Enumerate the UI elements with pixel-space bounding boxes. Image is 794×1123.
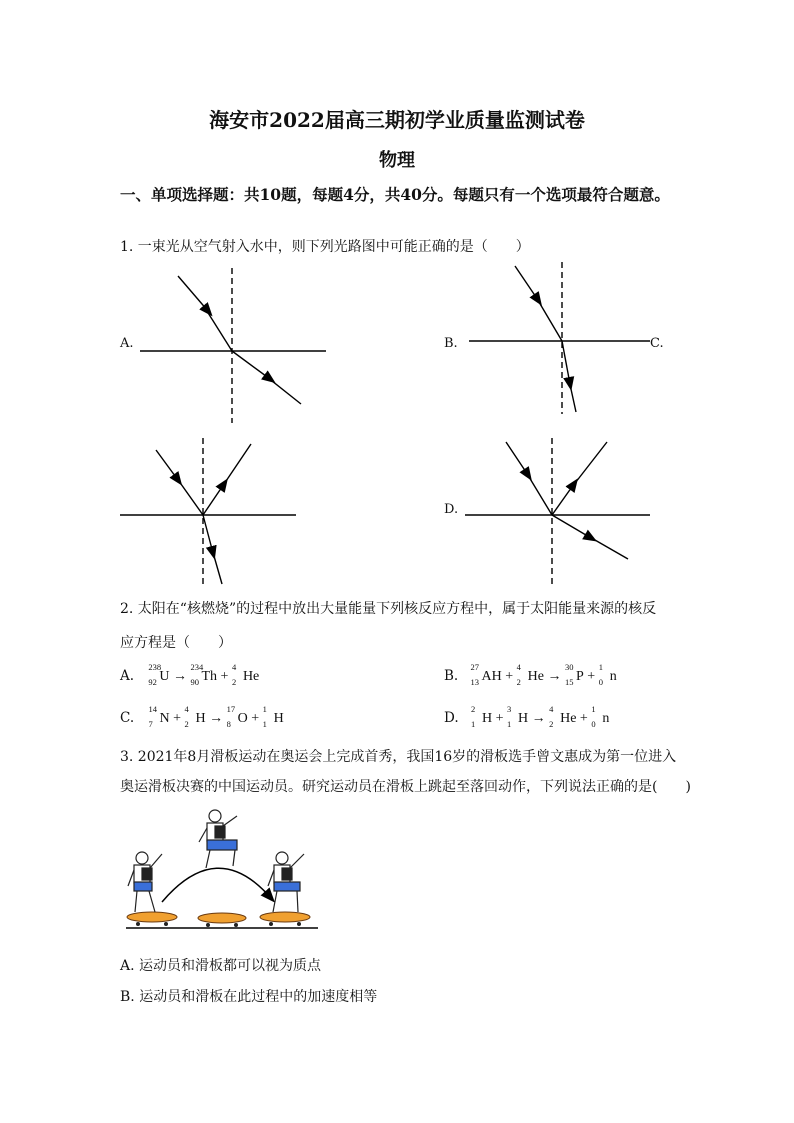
q1-label-a: A. [120,336,134,351]
question-2-stem-line1: 2. 太阳在“核燃烧”的过程中放出大量能量下列核反应方程中，属于太阳能量来源的核反 [120,601,657,617]
q2-option-d-label: D. [444,710,459,726]
q2-option-d: D. 2 1 H + 3 1 H → 4 2 He + 1 0 n [444,704,610,729]
q2-option-c-label: C. [120,710,135,726]
exam-title: 海安市2022届高三期初学业质量监测试卷 [209,108,585,132]
q1-diagram-c [118,438,298,588]
section-heading: 一、单项选择题：共10题，每题4分，共40分。每题只有一个选项最符合题意。 [120,185,670,204]
question-3-stem-line1: 3. 2021年8月滑板运动在奥运会上完成首秀，我国16岁的滑板选手曾文惠成为第一位进入 [120,749,677,765]
q1-diagram-a [140,268,330,428]
subject-title: 物理 [379,150,415,171]
question-1-stem: 1. 一束光从空气射入水中，则下列光路图中可能正确的是（ ） [120,239,530,255]
q2-option-a-label: A. [120,668,135,684]
q2-option-b: B. 27 13 AH + 4 2 He → 30 15 P + 1 0 n [444,662,617,687]
q2-option-b-label: B. [444,668,459,684]
skateboard-illustration [122,802,322,932]
question-3-stem-line2: 奥运滑板决赛的中国运动员。研究运动员在滑板上跳起至落回动作，下列说法正确的是( ) [120,779,691,795]
q1-label-d: D. [444,502,459,517]
question-2-stem-line2: 应方程是（ ） [120,635,232,651]
q1-label-c-inline: C. [650,336,664,351]
q3-option-a: A. 运动员和滑板都可以视为质点 [120,958,322,974]
q1-label-b: B. [444,336,458,351]
q2-option-c: C. 14 7 N + 4 2 H → 17 8 O + 1 1 H [120,704,284,729]
q1-diagram-d [462,438,652,588]
q1-diagram-b [466,262,656,418]
q3-option-b: B. 运动员和滑板在此过程中的加速度相等 [120,989,378,1005]
q2-option-a: A. 238 92 U → 234 90 Th + 4 2 He [120,662,260,687]
